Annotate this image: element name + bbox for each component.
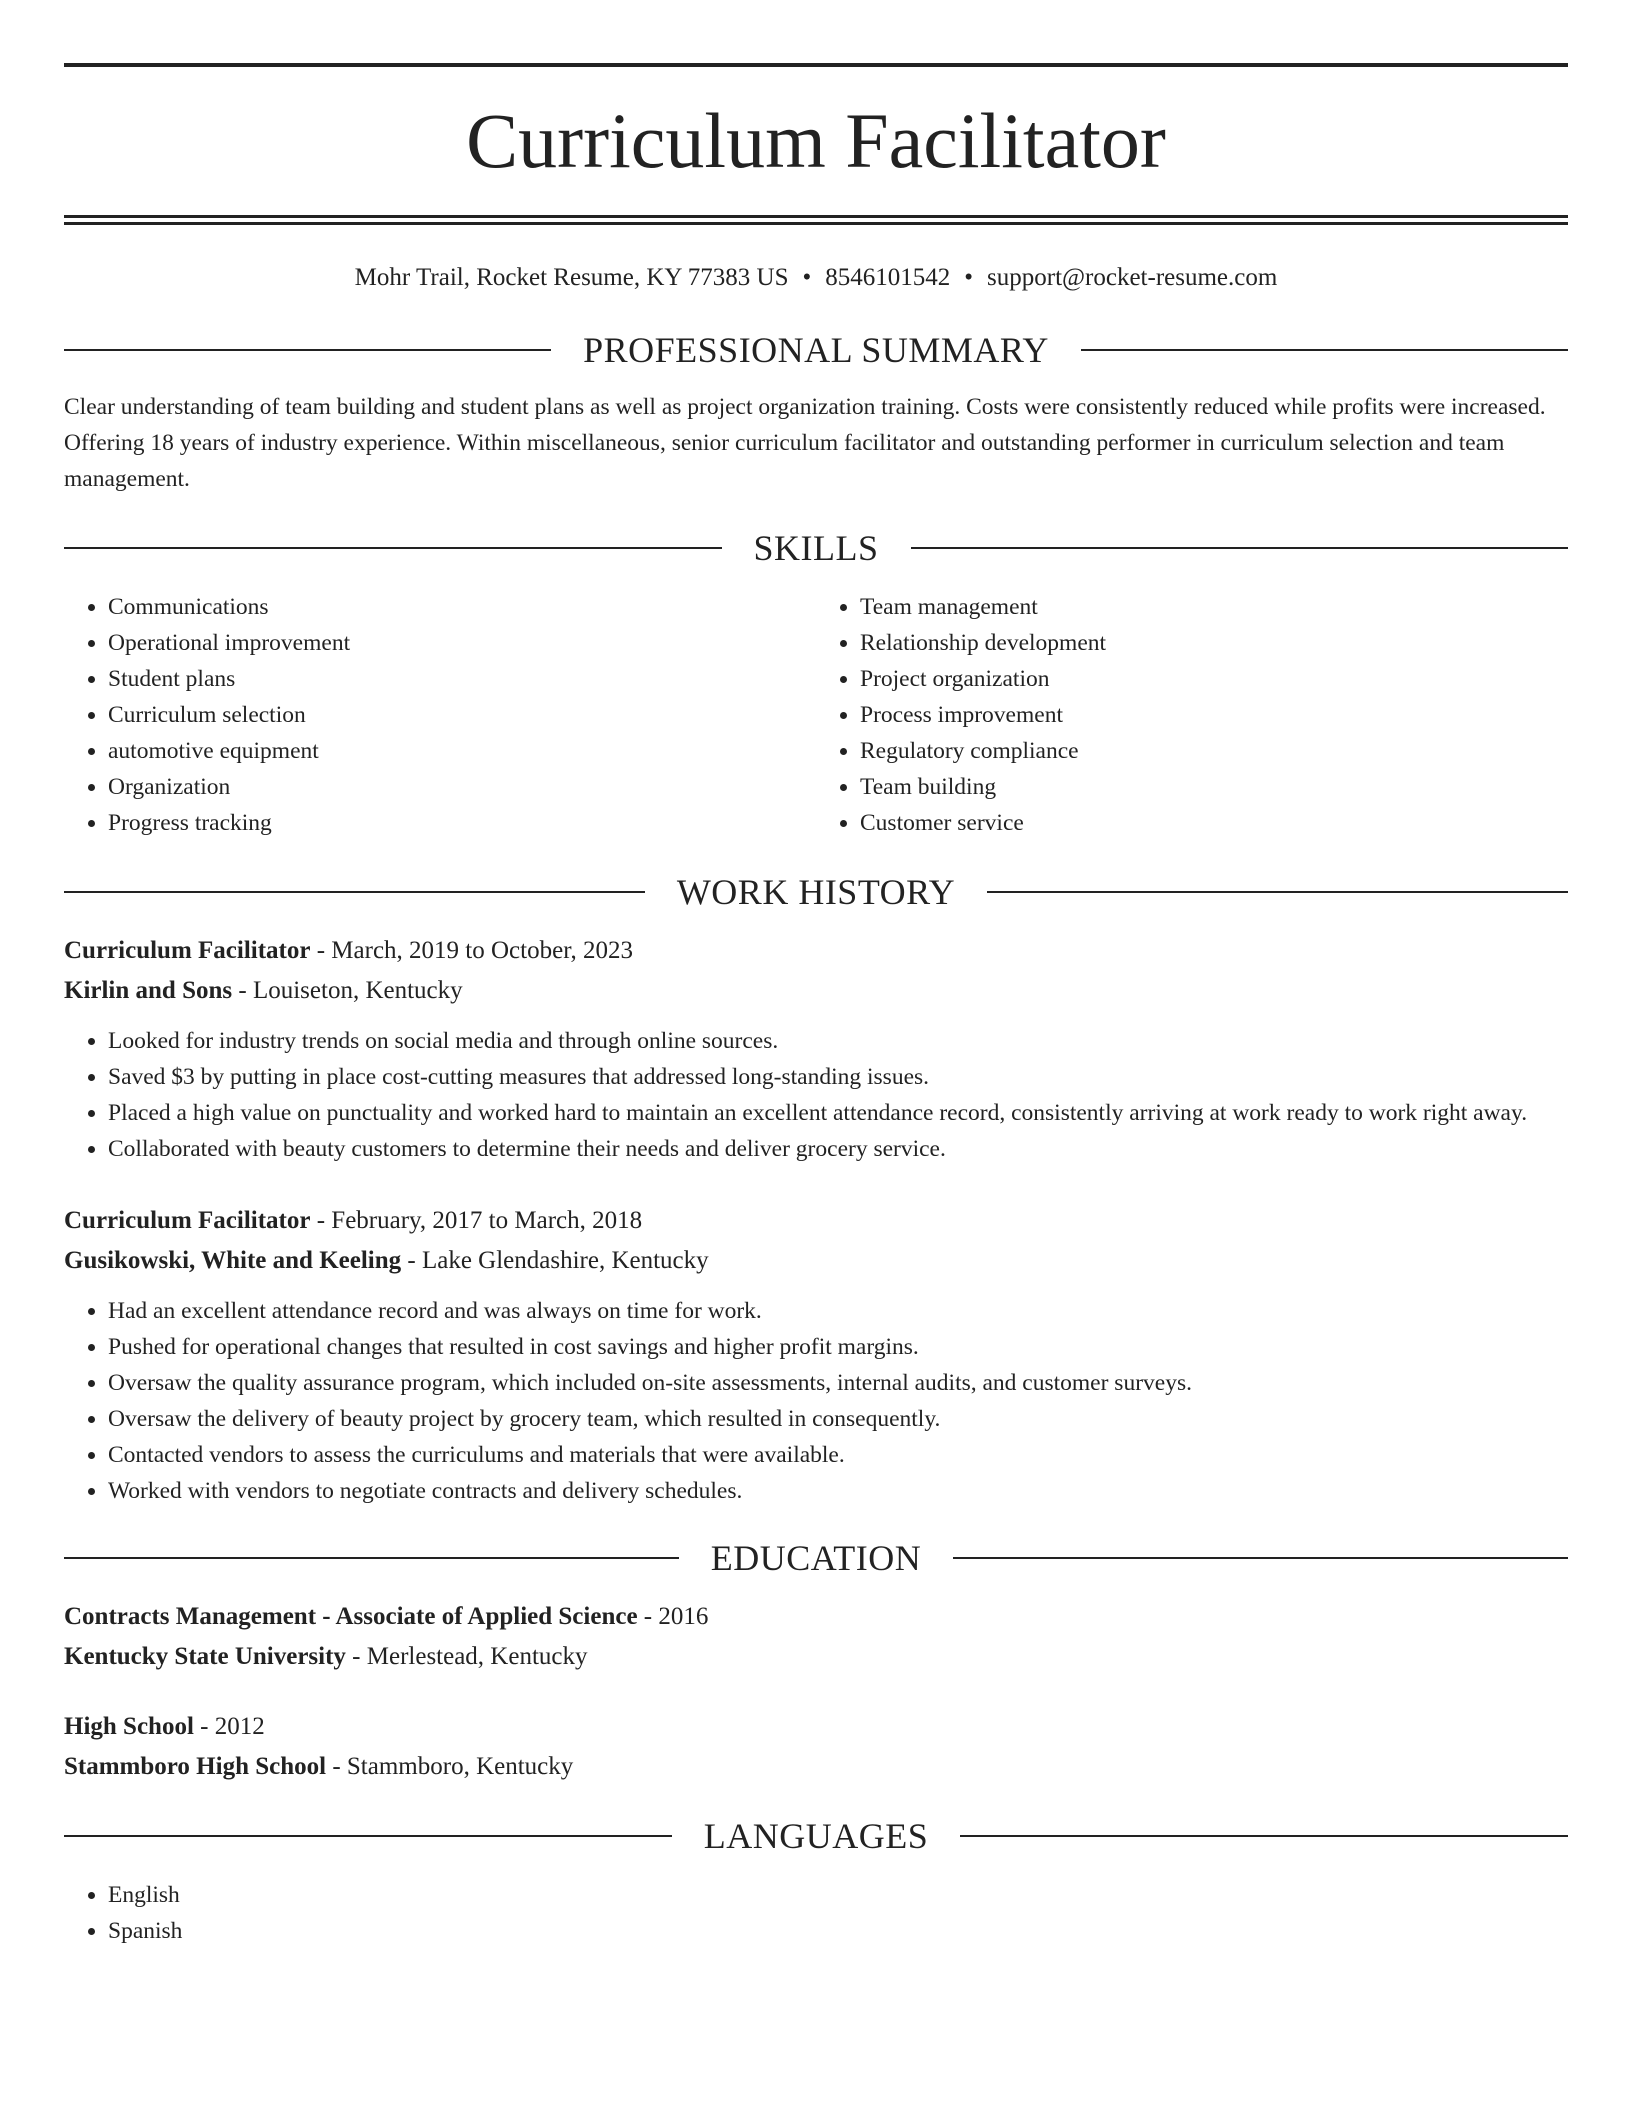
skills-column-right: [816, 589, 1568, 841]
skill-item: • Team management: [860, 589, 1568, 625]
section-rule-right: [987, 891, 1568, 893]
job-bullets: [64, 1293, 1568, 1509]
section-rule-left: [64, 349, 551, 351]
job-bullet: • Oversaw the delivery of beauty project by grocery team, which resulted in consequently.: [108, 1401, 1568, 1437]
education-location: - Merlestead, Kentucky: [345, 1643, 588, 1670]
section-heading-work-history: [64, 869, 1568, 915]
job-bullet: • Had an excellent attendance record and was always on time for work.: [108, 1293, 1568, 1329]
skill-item: • Organization: [108, 769, 816, 805]
skill-item: • automotive equipment: [108, 733, 816, 769]
section-rule-right: [1081, 349, 1568, 351]
section-rule-left: [64, 1835, 672, 1837]
education-degree-line: [64, 1597, 1568, 1637]
skill-item: • Project organization: [860, 661, 1568, 697]
skill-item: • Curriculum selection: [108, 697, 816, 733]
section-heading-summary: [64, 327, 1568, 373]
contact-email: support@rocket-resume.com: [987, 264, 1278, 291]
job-bullet: • Worked with vendors to negotiate contracts and delivery schedules.: [108, 1473, 1568, 1509]
section-title: SKILLS: [753, 528, 879, 568]
education-year: - 2016: [637, 1603, 709, 1630]
education-degree: High School: [64, 1713, 194, 1740]
contact-separator: •: [964, 264, 974, 291]
education-school: Kentucky State University: [64, 1643, 346, 1670]
skill-item: • Communications: [108, 589, 816, 625]
skill-item: • Regulatory compliance: [860, 733, 1568, 769]
contact-separator: •: [802, 264, 812, 291]
skills-column-left: [64, 589, 816, 841]
language-item: • English: [108, 1877, 1568, 1913]
section-rule-right: [960, 1835, 1568, 1837]
section-rule-left: [64, 1557, 679, 1559]
job-bullet: • Collaborated with beauty customers to determine their needs and deliver grocery service.: [108, 1131, 1568, 1167]
skill-item: • Student plans: [108, 661, 816, 697]
job-entry: [64, 1201, 1568, 1509]
skill-item: • Progress tracking: [108, 805, 816, 841]
education-school-line: [64, 1637, 1568, 1677]
job-location: - Lake Glendashire, Kentucky: [401, 1247, 709, 1274]
section-rule-left: [64, 891, 645, 893]
contact-address: Mohr Trail, Rocket Resume, KY 77383 US: [354, 264, 789, 291]
section-title: PROFESSIONAL SUMMARY: [583, 330, 1049, 370]
section-title: LANGUAGES: [703, 1816, 929, 1856]
contact-line: [64, 261, 1568, 295]
job-dates: - February, 2017 to March, 2018: [310, 1207, 643, 1234]
language-item: • Spanish: [108, 1913, 1568, 1949]
education-school: Stammboro High School: [64, 1753, 327, 1780]
job-company-line: [64, 971, 1568, 1011]
education-entry: [64, 1597, 1568, 1677]
skill-item: • Team building: [860, 769, 1568, 805]
job-title: Curriculum Facilitator: [64, 937, 311, 964]
education-degree: Contracts Management - Associate of Applied Science: [64, 1603, 638, 1630]
job-location: - Louiseton, Kentucky: [232, 977, 463, 1004]
contact-phone: 8546101542: [825, 264, 951, 291]
job-bullet: • Looked for industry trends on social media and through online sources.: [108, 1023, 1568, 1059]
job-company: Gusikowski, White and Keeling: [64, 1247, 402, 1274]
section-title: EDUCATION: [710, 1538, 922, 1578]
job-bullets: [64, 1023, 1568, 1167]
job-title: Curriculum Facilitator: [64, 1207, 311, 1234]
job-bullet: • Oversaw the quality assurance program, which included on-site assessments, internal audits, and customer surveys.: [108, 1365, 1568, 1401]
header-double-rule: [64, 215, 1568, 225]
section-heading-skills: [64, 525, 1568, 571]
header-top-rule: [64, 63, 1568, 67]
job-company-line: [64, 1241, 1568, 1281]
skill-item: • Process improvement: [860, 697, 1568, 733]
section-title: WORK HISTORY: [676, 872, 956, 912]
section-heading-languages: [64, 1813, 1568, 1859]
languages-list: [64, 1877, 1568, 1949]
resume-name: Curriculum Facilitator: [466, 97, 1166, 184]
job-dates: - March, 2019 to October, 2023: [310, 937, 634, 964]
education-school-line: [64, 1747, 1568, 1787]
job-company: Kirlin and Sons: [64, 977, 233, 1004]
education-year: - 2012: [193, 1713, 265, 1740]
skill-item: • Customer service: [860, 805, 1568, 841]
skills-list: [64, 589, 1568, 841]
education-entry: [64, 1707, 1568, 1787]
education-degree-line: [64, 1707, 1568, 1747]
section-rule-right: [911, 547, 1569, 549]
summary-text: Clear understanding of team building and student plans as well as project organization training. Costs were consistently reduced while profits were increased. Offering 18 years of industry experience. Within miscellaneous, senior curriculum facilitator and outstanding performer in curriculum selection and team management.: [64, 394, 1546, 492]
job-bullet: • Saved $3 by putting in place cost-cutting measures that addressed long-standing issues.: [108, 1059, 1568, 1095]
section-rule-right: [953, 1557, 1568, 1559]
skill-item: • Operational improvement: [108, 625, 816, 661]
skill-item: • Relationship development: [860, 625, 1568, 661]
education-location: - Stammboro, Kentucky: [326, 1753, 574, 1780]
section-heading-education: [64, 1535, 1568, 1581]
section-rule-left: [64, 547, 722, 549]
job-entry: [64, 931, 1568, 1167]
job-title-line: [64, 1201, 1568, 1241]
job-bullet: • Contacted vendors to assess the curriculums and materials that were available.: [108, 1437, 1568, 1473]
job-title-line: [64, 931, 1568, 971]
job-bullet: • Placed a high value on punctuality and worked hard to maintain an excellent attendance record, consistently arriving at work ready to work right away.: [108, 1095, 1568, 1131]
job-bullet: • Pushed for operational changes that resulted in cost savings and higher profit margins.: [108, 1329, 1568, 1365]
